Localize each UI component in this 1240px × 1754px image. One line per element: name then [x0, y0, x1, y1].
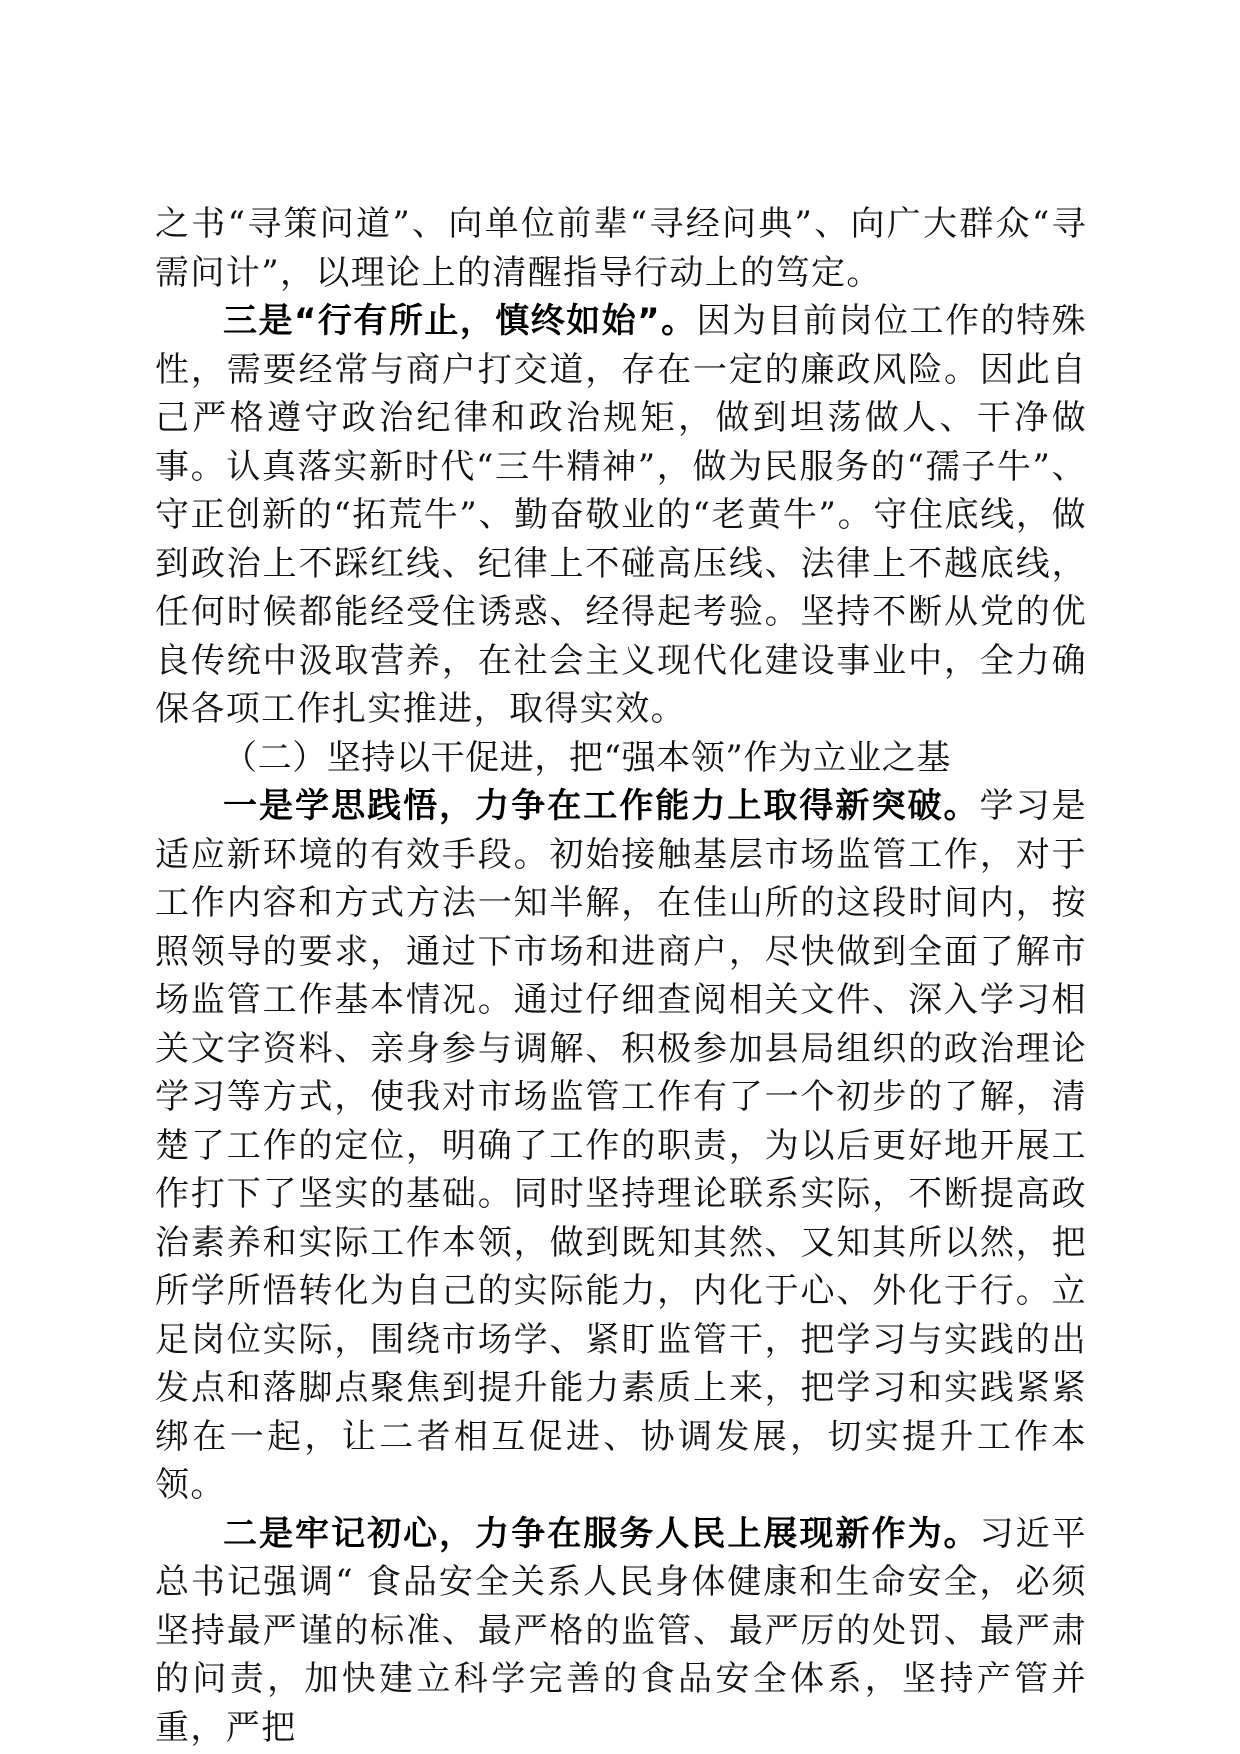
paragraph-point-two — [155, 1510, 1087, 1753]
paragraph-lead-bold: 二是牢记初心，力争在服务人民上展现新作为。 — [223, 1513, 980, 1554]
paragraph-text: 因为目前岗位工作的特殊性，需要经常与商户打交道，存在一定的廉政风险。因此自己严格遵守政治纪律和政治规矩，做到坦荡做人、干净做事。认真落实新时代“三牛精神”，做为民服务的“孺子牛”、守正创新的“拓荒牛”、勤奋敬业的“老黄牛”。守住底线，做到政治上不踩红线、纪律上不碰高压线、法律上不越底线，任何时候都能经受住诱惑、经得起考验。坚持不断从党的优良传统中汲取营养，在社会主义现代化建设事业中，全力确保各项工作扎实推进，取得实效。 — [155, 301, 1087, 729]
paragraph-lead-bold: 三是“行有所止，慎终如始”。 — [223, 301, 697, 341]
document-body — [155, 200, 1087, 1752]
paragraph-point-one — [155, 782, 1087, 1510]
paragraph-text: 学习是适应新环境的有效手段。初始接触基层市场监管工作，对于工作内容和方式方法一知半解，在佳山所的这段时间内，按照领导的要求，通过下市场和进商户，尽快做到全面了解市场监管工作基本情况。通过仔细查阅相关文件、深入学习相关文字资料、亲身参与调解、积极参加县局组织的政治理论学习等方式，使我对市场监管工作有了一个初步的了解，清楚了工作的定位，明确了工作的职责，为以后更好地开展工作打下了坚实的基础。同时坚持理论联系实际，不断提高政治素养和实际工作本领，做到既知其然、又知其所以然，把所学所悟转化为自己的实际能力，内化于心、外化于行。立足岗位实际，围绕市场学、紧盯监管干，把学习与实践的出发点和落脚点聚焦到提升能力素质上来，把学习和实践紧紧绑在一起，让二者相互促进、协调发展，切实提升工作本领。 — [155, 786, 1087, 1505]
paragraph-point-three — [155, 297, 1087, 734]
paragraph-continuation — [155, 200, 1087, 297]
section-heading — [155, 734, 1087, 783]
paragraph-text: 之书“寻策问道”、向单位前辈“寻经问典”、向广大群众“寻需问计”，以理论上的清醒指导行动上的笃定。 — [155, 204, 1087, 293]
section-heading-text: （二）坚持以干促进，把“强本领”作为立业之基 — [223, 737, 951, 778]
paragraph-text: 习近平总书记强调“ 食品安全关系人民身体健康和生命安全，必须坚持最严谨的标准、最严格的监管、最严厉的处罚、最严肃的问责，加快建立科学完善的食品安全体系，坚持产管并重，严把 — [155, 1513, 1087, 1748]
paragraph-lead-bold: 一是学思践悟，力争在工作能力上取得新突破。 — [223, 786, 980, 826]
